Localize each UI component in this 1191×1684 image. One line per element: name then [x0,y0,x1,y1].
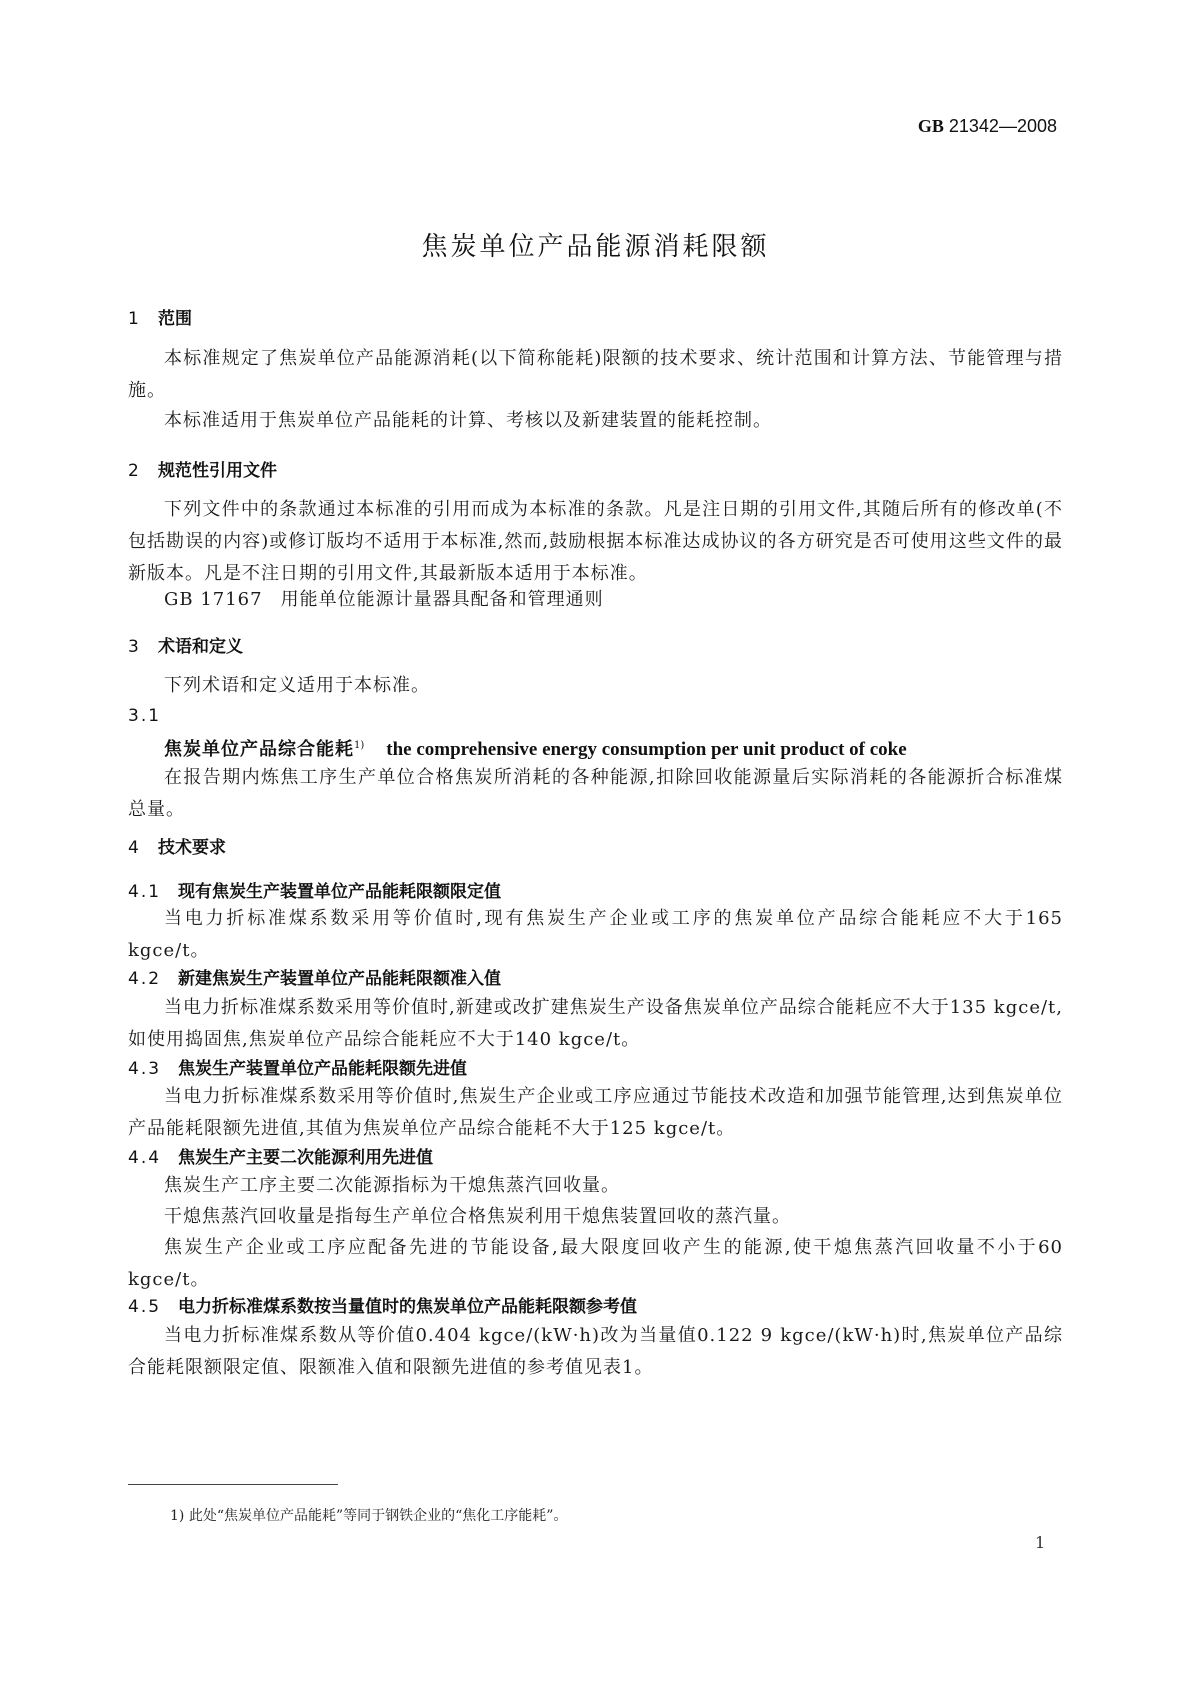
subsection-4-3-paragraph: 当电力折标准煤系数采用等价值时,焦炭生产企业或工序应通过节能技术改造和加强节能管理,达到焦炭单位产品能耗限额先进值,其值为焦炭单位产品综合能耗不大于125 kgce/t。 [128,1086,1063,1139]
subsection-4-4-heading: 4.4 焦炭生产主要二次能源利用先进值 [128,1148,433,1168]
section-4-heading: 4 技术要求 [128,838,226,858]
footnote-marker: 1) [354,740,365,751]
footnote-divider [128,1484,338,1485]
section-3-heading: 3 术语和定义 [128,637,243,657]
subsection-4-1-heading: 4.1 现有焦炭生产装置单位产品能耗限额限定值 [128,882,501,902]
section-2-paragraph-1: 下列文件中的条款通过本标准的引用而成为本标准的条款。凡是注日期的引用文件,其随后所有的修改单(不包括勘误的内容)或修订版均不适用于本标准,然而,鼓励根据本标准达成协议的各方研究是否可使用这些文件的最新版本。凡是不注日期的引用文件,其最新版本适用于本标准。 [128,499,1063,584]
footnote: 1) 此处“焦炭单位产品能耗”等同于钢铁企业的“焦化工序能耗”。 [170,1508,568,1524]
normative-reference: GB 17167 用能单位能源计量器具配备和管理通则 [164,589,604,610]
standard-number: 21342—2008 [948,116,1057,136]
subsection-4-2-heading: 4.2 新建焦炭生产装置单位产品能耗限额准入值 [128,969,501,989]
document-title: 焦炭单位产品能源消耗限额 [421,232,770,262]
subsection-4-5-heading: 4.5 电力折标准煤系数按当量值时的焦炭单位产品能耗限额参考值 [128,1297,637,1317]
subsection-4-3-heading: 4.3 焦炭生产装置单位产品能耗限额先进值 [128,1059,467,1079]
standard-prefix: GB [917,116,944,136]
term-entry: 焦炭单位产品综合能耗$^{1)}$ the comprehensive energy consumption per unit product of coke [164,739,907,760]
subsection-4-4-paragraph-1: 焦炭生产工序主要二次能源指标为干熄焦蒸汽回收量。 [164,1175,620,1196]
subsection-4-5-paragraph: 当电力折标准煤系数从等价值0.404 kgce/(kW·h)改为当量值0.122 9 kgce/(kW·h)时,焦炭单位产品综合能耗限额限定值、限额准入值和限额先进值的参考值见表1。 [128,1325,1063,1378]
section-3-paragraph-1: 下列术语和定义适用于本标准。 [164,675,430,696]
page-number: 1 [1035,1533,1046,1552]
section-1-paragraph-1: 本标准规定了焦炭单位产品能源消耗(以下简称能耗)限额的技术要求、统计范围和计算方法、节能管理与措施。 [128,348,1063,401]
section-1-paragraph-2: 本标准适用于焦炭单位产品能耗的计算、考核以及新建装置的能耗控制。 [164,410,772,431]
standard-code [918,116,1057,137]
subsection-4-4-paragraph-3: 焦炭生产企业或工序应配备先进的节能设备,最大限度回收产生的能源,使干熄焦蒸汽回收量不小于60 kgce/t。 [128,1237,1063,1290]
subsection-4-4-paragraph-2: 干熄焦蒸汽回收量是指每生产单位合格焦炭利用干熄焦装置回收的蒸汽量。 [164,1206,791,1227]
subsection-4-2-paragraph: 当电力折标准煤系数采用等价值时,新建或改扩建焦炭生产设备焦炭单位产品综合能耗应不大于135 kgce/t,如使用捣固焦,焦炭单位产品综合能耗应不大于140 kgce/t。 [128,997,1063,1050]
subsection-4-1-paragraph: 当电力折标准煤系数采用等价值时,现有焦炭生产企业或工序的焦炭单位产品综合能耗应不大于165 kgce/t。 [128,908,1063,961]
term-definition: 在报告期内炼焦工序生产单位合格焦炭所消耗的各种能源,扣除回收能源量后实际消耗的各能源折合标准煤总量。 [128,767,1063,820]
section-2-heading: 2 规范性引用文件 [128,461,277,481]
subsection-3-1-number: 3.1 [128,706,162,726]
section-1-heading: 1 范围 [128,309,192,329]
